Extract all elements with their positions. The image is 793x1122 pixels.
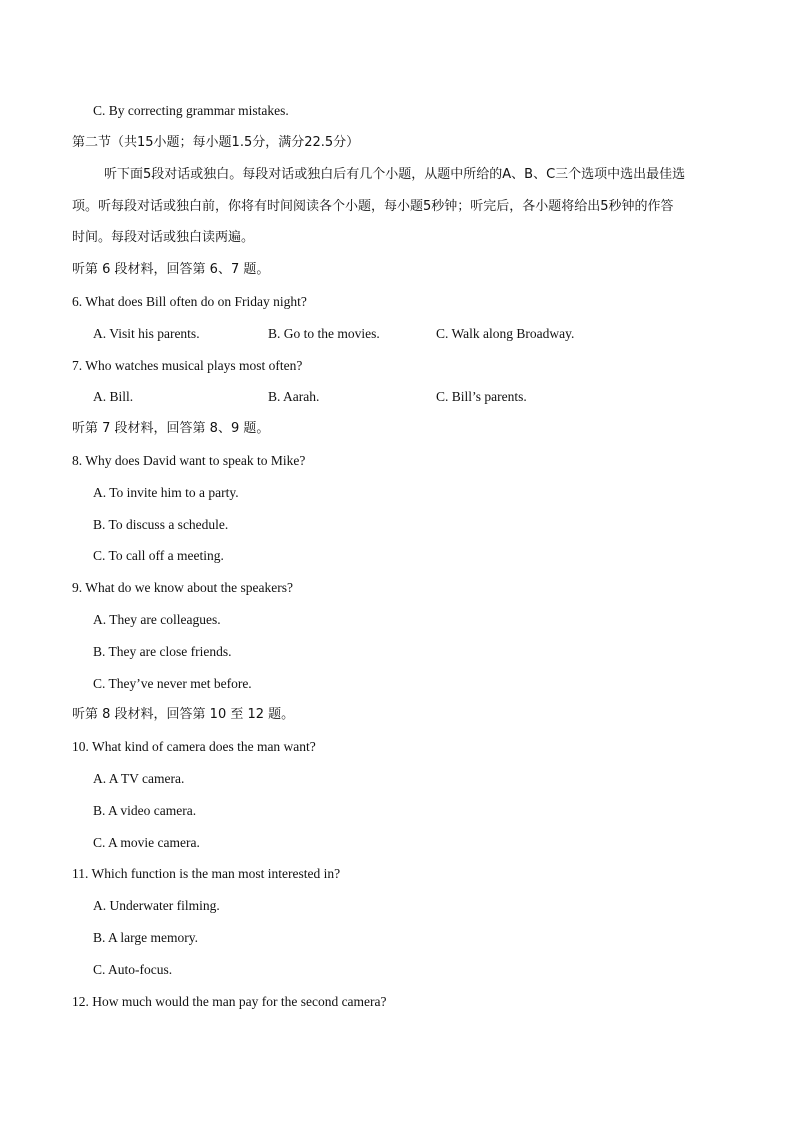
q9-option-a: A. They are colleagues. bbox=[93, 612, 221, 627]
material-8-heading: 听第 8 段材料，回答第 10 至 12 题。 bbox=[72, 707, 295, 722]
q10-option-a: A. A TV camera. bbox=[93, 771, 185, 786]
section-title: 第二节（共15小题；每小题1.5分，满分22.5分） bbox=[72, 135, 360, 150]
instructions-line-3: 时间。每段对话或独白读两遍。 bbox=[72, 230, 255, 245]
question-6: 6. What does Bill often do on Friday night? bbox=[72, 294, 307, 309]
q9-option-b: B. They are close friends. bbox=[93, 644, 232, 659]
q10-option-c: C. A movie camera. bbox=[93, 835, 200, 850]
material-7-heading: 听第 7 段材料，回答第 8、9 题。 bbox=[72, 421, 270, 436]
material-6-heading: 听第 6 段材料，回答第 6、7 题。 bbox=[72, 262, 270, 277]
q7-option-a: A. Bill. bbox=[93, 389, 134, 404]
question-7: 7. Who watches musical plays most often? bbox=[72, 358, 303, 373]
q8-option-c: C. To call off a meeting. bbox=[93, 548, 224, 563]
question-9: 9. What do we know about the speakers? bbox=[72, 580, 293, 595]
question-12: 12. How much would the man pay for the second camera? bbox=[72, 994, 387, 1009]
q6-option-b: B. Go to the movies. bbox=[268, 326, 380, 341]
q9-option-c: C. They’ve never met before. bbox=[93, 676, 252, 691]
q11-option-c: C. Auto-focus. bbox=[93, 962, 173, 977]
q7-option-c: C. Bill’s parents. bbox=[436, 389, 527, 404]
q7-option-b: B. Aarah. bbox=[268, 389, 320, 404]
q11-option-b: B. A large memory. bbox=[93, 930, 198, 945]
question-11: 11. Which function is the man most interested in? bbox=[72, 866, 341, 881]
q11-option-a: A. Underwater filming. bbox=[93, 898, 220, 913]
question-10: 10. What kind of camera does the man want? bbox=[72, 739, 316, 754]
instructions-line-2: 项。听每段对话或独白前，你将有时间阅读各个小题，每小题5秒钟；听完后，各小题将给出5秒钟的作答 bbox=[72, 199, 674, 214]
question-8: 8. Why does David want to speak to Mike? bbox=[72, 453, 306, 468]
q5-option-c: C. By correcting grammar mistakes. bbox=[93, 103, 289, 118]
q10-option-b: B. A video camera. bbox=[93, 803, 197, 818]
q8-option-a: A. To invite him to a party. bbox=[93, 485, 239, 500]
q6-option-c: C. Walk along Broadway. bbox=[436, 326, 575, 341]
instructions-line-1: 听下面5段对话或独白。每段对话或独白后有几个小题，从题中所给的A、B、C三个选项中选出最佳选 bbox=[104, 167, 686, 182]
q8-option-b: B. To discuss a schedule. bbox=[93, 517, 229, 532]
q6-option-a: A. Visit his parents. bbox=[93, 326, 200, 341]
